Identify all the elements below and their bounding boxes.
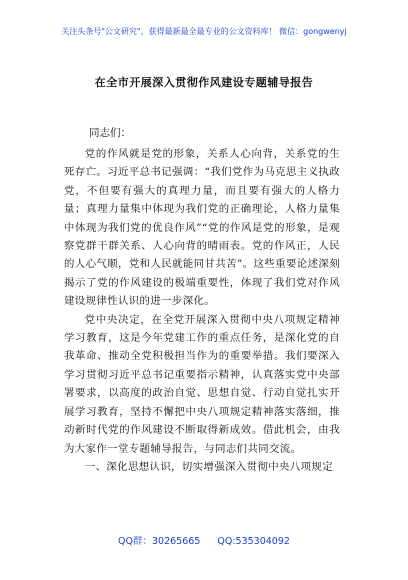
document-body <box>64 145 340 476</box>
footer-qq: QQ:535304092 <box>217 536 290 547</box>
paragraph-2: 党中央决定，在全党开展深入贯彻中央八项规定精神学习教育，这是今年党建工作的重点任务，是深化党的自我革命、推动全党积极担当作为的重要举措。我们要深入学习贯彻习近平总书记重要指示精神，认真落实党中央部署要求，以高度的政治自觉、思想自觉、行动自觉扎实开展学习教育，坚持不懈把中央八项规定精神落实落细，推动新时代党的作风建设不断取得新成效。借此机会，由我为大家作一堂专题辅导报告，与同志们共同交流。 <box>64 313 340 455</box>
footer-qq-group: QQ群：30265665 <box>118 536 201 547</box>
salutation: 同志们： <box>89 127 131 139</box>
document-title: 在全市开展深入贯彻作风建设专题辅导报告 <box>94 76 314 89</box>
header-banner: 关注头条号"公文研究"，获得最新最全最专业的公文资料库！ 微信：gongwenyj <box>61 27 347 36</box>
paragraph-1: 党的作风就是党的形象，关系人心向背，关系党的生死存亡。习近平总书记强调：“我们党作为马克思主义执政党，不但要有强大的真理力量，而且要有强大的人格力量；真理力量集中体现为我们党的正确理论，人格力量集中体现为我们党的优良作风”“党的作风是党的形象，是观察党群干群关系、人心向背的晴雨表。党的作风正，人民的人心气顺，党和人民就能同甘共苦”。这些重要论述深刻揭示了党的作风建设的极端重要性，体现了我们党对作风建设规律性认识的进一步深化。 <box>64 148 340 308</box>
paragraph-3: 一、深化思想认识，切实增强深入贯彻中央八项规定 <box>84 460 333 473</box>
footer-contact <box>0 533 408 547</box>
